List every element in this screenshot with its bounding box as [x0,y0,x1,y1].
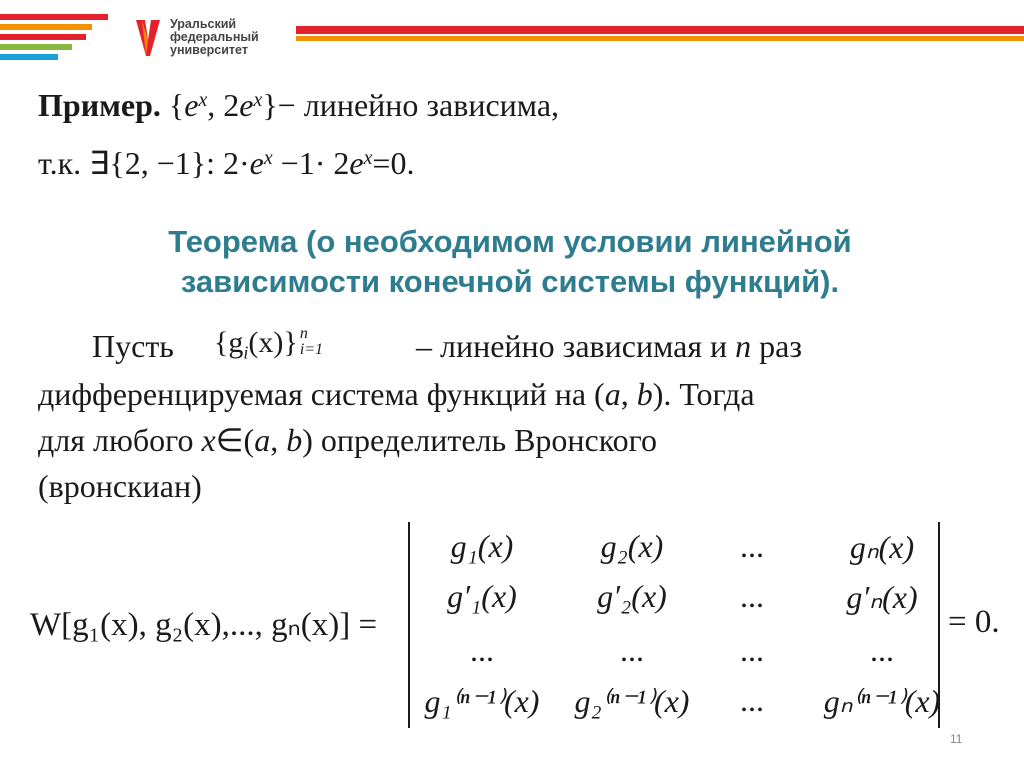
function-set [214,326,323,363]
wronskian-rhs-text: = 0. [948,604,1000,640]
var-b-2: b [286,422,303,458]
determinant-matrix [412,522,941,728]
matrix-cell-r3-c3: ... [740,632,764,668]
matrix-cell-r2-c3: ... [740,578,764,614]
body-line1-rest-a: – линейно зависимая и [416,328,736,364]
body-line3-in: ∈( [215,422,255,458]
body-line3-end: ) определитель Вронского [302,422,657,458]
university-logo [134,16,294,60]
var-a: a [604,376,621,412]
example-line2-mid: −1· 2 [272,144,350,181]
set-i: i [243,342,249,363]
body-line2-a: дифференцируемая система функций на ( [38,376,605,412]
example-line1-rest: − линейно зависима, [277,86,560,123]
matrix-cell-r1-c4: gₙ(x) [849,529,915,565]
determinant-left-bar [408,522,410,728]
page-number: 11 [950,732,963,746]
brace-close: } [262,86,278,123]
matrix-cell-r3-c1: ... [470,632,494,668]
theorem-title-line2: зависимости конечной системы функций). [180,264,840,299]
exp-base-4: e [349,144,364,181]
body-line3-comma: , [270,422,287,458]
matrix-cell-r4-c1: g₁⁽ⁿ⁻¹⁾(x) [424,683,540,719]
exp-power: x [198,89,208,111]
exp-power-2: x [253,89,263,111]
body-line4: (вронскиан) [38,468,202,504]
example-line2-end: =0. [372,144,415,181]
wronskian-lhs-text: W[g₁(x), g₂(x),..., gₙ(x)] = [30,607,378,643]
var-b: b [636,376,653,412]
exp-power-4: x [363,147,373,169]
exp-base-3: e [249,144,264,181]
example-label: Пример. [38,86,161,123]
set-sup: n [299,325,308,342]
exp-base-2: e [239,86,254,123]
theorem-title [60,222,960,302]
theorem-title-line1: Теорема (о необходимом условии линейной [168,224,852,259]
matrix-cell-r2-c1: g′₁(x) [447,578,517,614]
matrix-cell-r4-c2: g₂⁽ⁿ⁻¹⁾(x) [574,683,690,719]
set-sub: i=1 [299,341,324,358]
matrix-cell-r3-c4: ... [870,632,894,668]
wronskian-rhs [948,604,1000,641]
example-line2-start: т.к. ∃{2, −1}: 2· [38,144,250,181]
wronskian-lhs [30,604,377,644]
exp-base: e [184,86,199,123]
body-line-2 [38,376,755,412]
matrix-cell-r2-c4: g′ₙ(x) [846,579,918,615]
body-line2-end: ). Тогда [652,376,755,412]
exp-power-3: x [263,147,273,169]
urfu-emblem-icon [134,18,162,58]
set-g: {g [214,326,244,359]
body-let: Пусть [92,328,174,364]
university-name-line1: Уральский [170,17,237,31]
set-x: (x)} [248,326,298,359]
matrix-cell-r2-c2: g′₂(x) [597,578,667,614]
matrix-cell-r1-c3: ... [740,528,764,564]
university-name-line3: университет [170,43,248,57]
example-line-2 [38,140,414,181]
body-line2-comma: , [620,376,637,412]
matrix-cell-r4-c4: gₙ⁽ⁿ⁻¹⁾(x) [823,683,941,719]
body-line-4 [38,468,202,504]
var-a-2: a [254,422,271,458]
body-line-1-rest [416,328,802,364]
matrix-cell-r1-c1: g₁(x) [450,528,514,564]
university-name-line2: федеральный [170,30,259,44]
body-line-1 [92,328,174,364]
matrix-cell-r4-c3: ... [740,682,764,718]
body-line-3 [38,422,657,458]
example-line-1 [38,82,559,123]
comma-two: , 2 [207,86,240,123]
matrix-cell-r1-c2: g₂(x) [600,528,664,564]
body-line1-n: n [735,328,752,364]
brace-open: { [168,86,185,123]
var-x: x [201,422,216,458]
body-line3-a: для любого [38,422,202,458]
matrix-cell-r3-c2: ... [620,632,644,668]
body-line1-rest-b: раз [751,328,802,364]
